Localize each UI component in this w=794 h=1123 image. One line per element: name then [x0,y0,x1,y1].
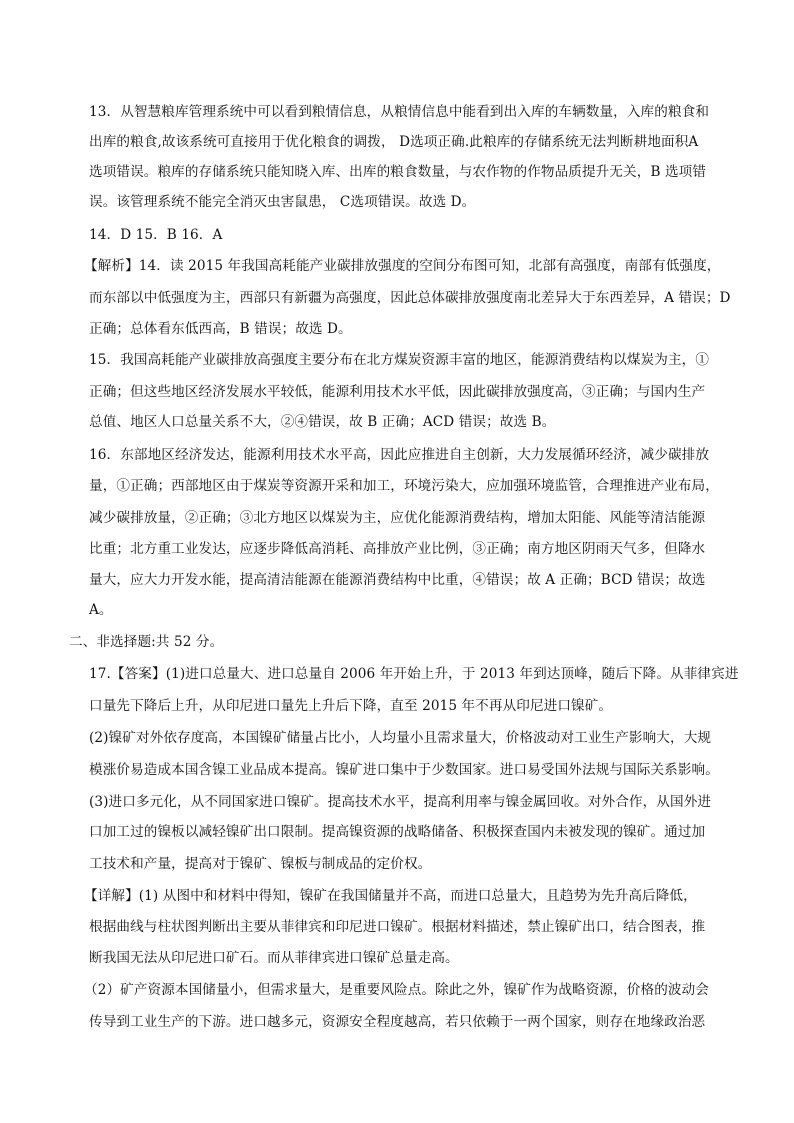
text-line: 量大，应大力开发水能，提高清洁能源在能源消费结构中比重，④错误；故 A 正确；BCD 错误；故选 [89,572,706,588]
text-line: 工技术和产量，提高对于镍矿、镍板与制成品的定价权。 [89,856,432,872]
text-line: 16．东部地区经济发达，能源利用技术水平高，因此应推进自主创新，大力发展循环经济，减少碳排放 [89,447,710,463]
text-line: 而东部以中低强度为主，西部只有新疆为高强度，因此总体碳排放强度南北差异大于东西差异，A 错误；D [89,290,731,306]
text-line: （2）矿产资源本国储量小，但需求量大，是重要风险点。除此之外，镍矿作为战略资源，价格的波动会 [84,982,709,998]
text-line: (2)镍矿对外依存度高，本国镍矿储量占比小，人均量小且需求量大，价格波动对工业生产影响大，大规 [89,730,712,746]
text-line: 总值、地区人口总量关系不大，②④错误，故 B 正确；ACD 错误；故选 B。 [89,414,556,430]
text-line: 减少碳排放量，②正确；③北方地区以煤炭为主，应优化能源消费结构，增加太阳能、风能等清洁能源 [89,510,706,526]
text-line: 15．我国高耗能产业碳排放高强度主要分布在北方煤炭资源丰富的地区，能源消费结构以煤炭为主，① [89,352,710,368]
text-line: 13．从智慧粮库管理系统中可以看到粮情信息，从粮情信息中能看到出入库的车辆数量，入库的粮食和 [89,104,710,120]
text-line: 口加工过的镍板以减轻镍矿出口限制。提高镍资源的战略储备、积极探查国内未被发现的镍矿。通过加 [89,824,706,840]
text-line: 量，①正确；西部地区由于煤炭等资源开采和加工，环境污染大，应加强环境监管，合理推进产业布局， [89,478,719,494]
text-line: 模涨价易造成本国含镍工业品成本提高。镍矿进口集中于少数国家。进口易受国外法规与国际关系影响。 [89,762,719,778]
text-line: A。 [89,602,113,618]
text-line: 出库的粮食,故该系统可直接用于优化粮食的调拨， D选项正确.此粮库的存储系统无法判断耕地面积A [89,134,699,150]
text-line: 口量先下降后上升，从印尼进口量先上升后下降，直至 2015 年不再从印尼进口镍矿。 [89,698,613,714]
section-heading: 二、非选择题:共 52 分。 [69,634,224,650]
text-line: 误。该管理系统不能完全消灭虫害鼠患， C选项错误。故选 D。 [89,194,476,210]
text-line: 根据曲线与柱状图判断出主要从菲律宾和印尼进口镍矿。根据材料描述，禁止镍矿出口，结合图表，推 [89,919,706,935]
text-line: (3)进口多元化，从不同国家进口镍矿。提高技术水平，提高利用率与镍金属回收。对外合作，从国外进 [89,794,712,810]
text-line: 正确；但这些地区经济发展水平较低，能源利用技术水平低，因此碳排放强度高，③正确；与国内生产 [89,384,706,400]
text-line: 比重；北方重工业发达，应逐步降低高消耗、高排放产业比例，③正确；南方地区阴雨天气多，但降水 [89,541,706,557]
text-line: 断我国无法从印尼进口矿石。而从菲律宾进口镍矿总量走高。 [89,950,459,966]
detail-line: 【详解】(1) 从图中和材料中得知，镍矿在我国储量并不高，而进口总量大，且趋势为先升高后降低， [84,888,697,904]
answer-line: 17.【答案】(1)进口总量大、进口总量自 2006 年开始上升，于 2013 年到达顶峰，随后下降。从菲律宾进 [89,666,739,682]
text-line: 正确；总体看东低西高，B 错误；故选 D。 [89,321,352,337]
answer-line: 14．D 15．B 16．A [89,227,223,243]
text-line: 传导到工业生产的下游。进口越多元，资源安全程度越高，若只依赖于一两个国家，则存在地缘政治恶 [89,1014,706,1030]
text-line: 选项错误。粮库的存储系统只能知晓入库、出库的粮食数量，与农作物的作物品质提升无关，B 选项错 [89,164,707,180]
analysis-line: 【解析】14．读 2015 年我国高耗能产业碳排放强度的空间分布图可知，北部有高强度，南部有低强度， [84,258,721,274]
